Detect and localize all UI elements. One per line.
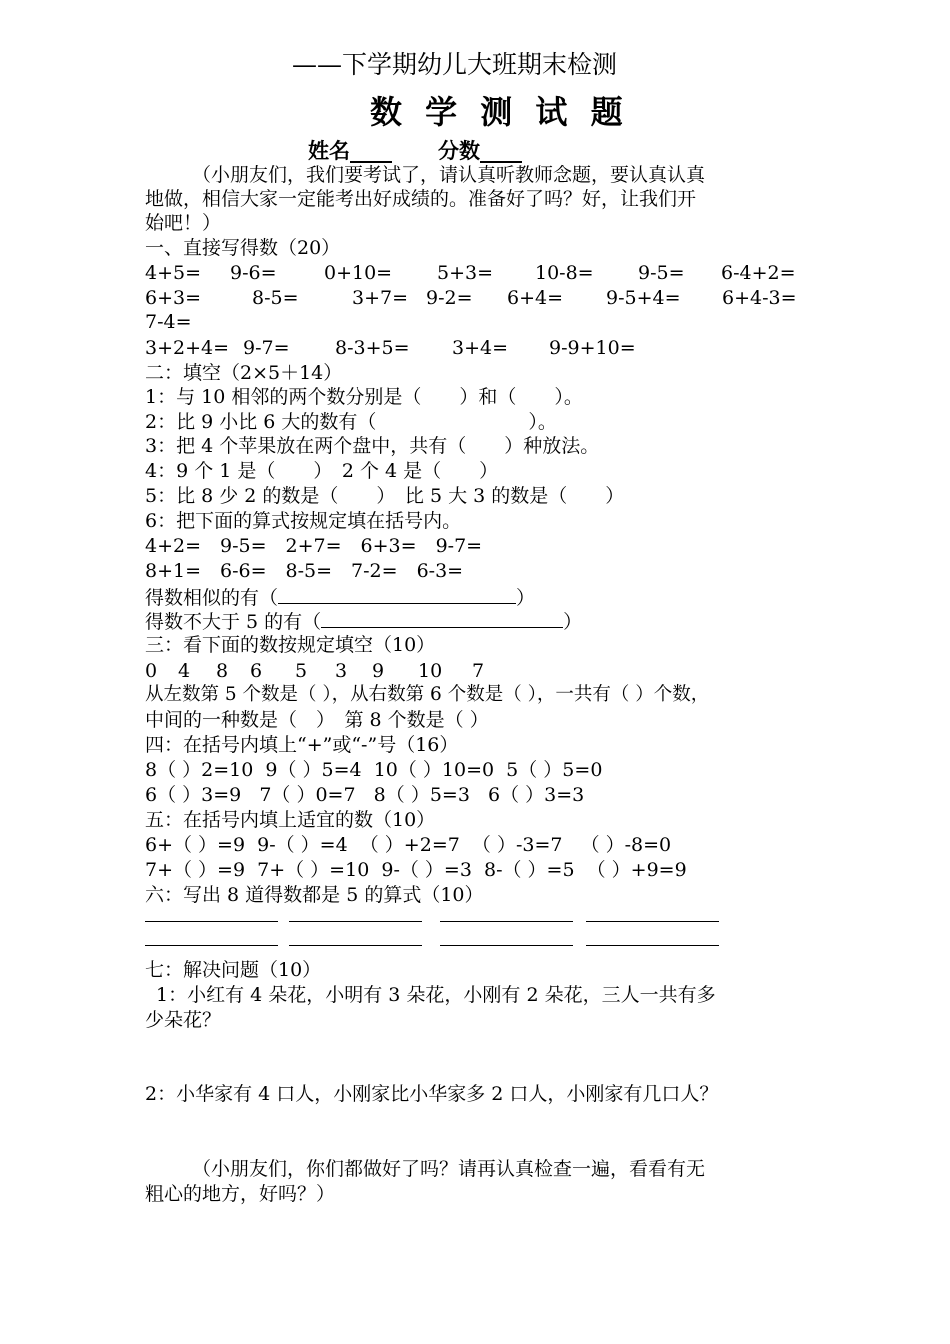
word-problem: 2：小华家有 4 口人，小刚家比小华家多 2 口人，小刚家有几口人？ bbox=[145, 1083, 719, 1105]
math-problem: 0+10= bbox=[324, 262, 393, 284]
fill-question: 6：把下面的算式按规定填在括号内。 bbox=[145, 510, 462, 532]
math-problem: 8-3+5= bbox=[335, 337, 410, 359]
math-problem: 10-8= bbox=[535, 262, 594, 284]
word-problem: 1：小红有 4 朵花，小明有 3 朵花，小刚有 2 朵花，三人一共有多 bbox=[156, 984, 716, 1006]
section-heading: 二：填空（2×5＋14） bbox=[145, 362, 343, 384]
fill-question: 1：与 10 相邻的两个数分别是（ ）和（ ）。 bbox=[145, 386, 583, 408]
section-heading: 一、直接写得数（20） bbox=[145, 237, 341, 259]
math-problem: 5+3= bbox=[437, 262, 494, 284]
sequence-number: 9 bbox=[372, 660, 385, 682]
intro-line: （小朋友们，我们要考试了，请认真听教师念题，要认真认真 bbox=[192, 164, 706, 186]
answer-line[interactable] bbox=[586, 945, 719, 946]
exam-title: 数 学 测 试 题 bbox=[370, 93, 629, 131]
answer-line[interactable] bbox=[586, 921, 719, 922]
sequence-number: 0 bbox=[145, 660, 158, 682]
math-problem: 7-4= bbox=[145, 311, 192, 333]
section-heading: 三：看下面的数按规定填空（10） bbox=[145, 634, 436, 656]
sequence-number: 5 bbox=[295, 660, 308, 682]
operator-row: 6（ ）3=9 7（ ）0=7 8（ ）5=3 6（ ）3=3 bbox=[145, 784, 585, 806]
close-paren: ） bbox=[516, 587, 536, 609]
math-problem: 9-6= bbox=[230, 262, 277, 284]
math-problem: 6-4+2= bbox=[721, 262, 796, 284]
answer-line[interactable] bbox=[440, 921, 573, 922]
answer-line[interactable] bbox=[440, 945, 573, 946]
fill-question: 3：把 4 个苹果放在两个盘中，共有（ ）种放法。 bbox=[145, 435, 600, 457]
answer-line[interactable] bbox=[289, 945, 422, 946]
sequence-number: 6 bbox=[250, 660, 263, 682]
sequence-number: 8 bbox=[216, 660, 229, 682]
fill-question: 从左数第 5 个数是（ ），从右数第 6 个数是（ ），一共有（ ）个数， bbox=[145, 684, 710, 705]
math-row: 4+2= 9-5= 2+7= 6+3= 9-7= bbox=[145, 535, 483, 557]
sequence-number: 10 bbox=[418, 660, 443, 682]
not-greater-than-5-line bbox=[145, 611, 582, 632]
intro-line: 始吧！） bbox=[145, 212, 222, 234]
math-problem: 9-2= bbox=[426, 287, 473, 309]
math-problem: 6+4-3= bbox=[722, 287, 797, 309]
answer-line[interactable] bbox=[289, 921, 422, 922]
answer-line[interactable] bbox=[145, 945, 278, 946]
number-fill-row: 7+（ ）=9 7+（ ）=10 9-（ ）=3 8-（ ）=5 （ ）+9=9 bbox=[145, 859, 687, 881]
section-heading: 四：在括号内填上“+”或“-”号（16） bbox=[145, 734, 459, 756]
exam-subtitle: ——下学期幼儿大班期末检测 bbox=[292, 50, 618, 79]
math-problem: 6+4= bbox=[507, 287, 564, 309]
intro-line: 地做，相信大家一定能考出好成绩的。准备好了吗？好，让我们开 bbox=[145, 188, 697, 210]
math-problem: 6+3= bbox=[145, 287, 202, 309]
fill-question: 5：比 8 少 2 的数是（ ） 比 5 大 3 的数是（ ） bbox=[145, 485, 625, 507]
math-problem: 3+7= bbox=[352, 287, 409, 309]
fill-question: 2：比 9 小比 6 大的数有（ ）。 bbox=[145, 411, 557, 433]
closing-note: 粗心的地方，好吗？） bbox=[145, 1183, 336, 1205]
math-row: 8+1= 6-6= 8-5= 7-2= 6-3= bbox=[145, 560, 464, 582]
answer-blank[interactable] bbox=[321, 611, 563, 628]
section-heading: 五：在括号内填上适宜的数（10） bbox=[145, 809, 436, 831]
word-problem: 少朵花？ bbox=[145, 1009, 222, 1031]
math-problem: 9-5= bbox=[638, 262, 685, 284]
math-problem: 9-5+4= bbox=[606, 287, 681, 309]
same-result-label: 得数相似的有（ bbox=[145, 587, 279, 609]
answer-blank[interactable] bbox=[278, 587, 516, 604]
fill-question: 中间的一种数是（ ） 第 8 个数是（ ） bbox=[145, 709, 489, 731]
close-paren: ） bbox=[563, 611, 583, 633]
math-problem: 9-7= bbox=[243, 337, 290, 359]
name-field[interactable]: 姓名____ bbox=[308, 138, 392, 163]
math-problem: 3+4= bbox=[452, 337, 509, 359]
answer-line[interactable] bbox=[145, 921, 278, 922]
score-field[interactable]: 分数____ bbox=[438, 138, 522, 163]
sequence-number: 4 bbox=[178, 660, 191, 682]
sequence-number: 3 bbox=[335, 660, 348, 682]
not-greater-label: 得数不大于 5 的有（ bbox=[145, 611, 322, 633]
fill-question: 4：9 个 1 是（ ） 2 个 4 是（ ） bbox=[145, 460, 499, 482]
section-heading: 七：解决问题（10） bbox=[145, 959, 322, 981]
number-fill-row: 6+（ ）=9 9-（ ）=4 （ ）+2=7 （ ）-3=7 （ ）-8=0 bbox=[145, 834, 672, 856]
math-problem: 3+2+4= bbox=[145, 337, 230, 359]
same-result-line bbox=[145, 587, 535, 608]
sequence-number: 7 bbox=[472, 660, 485, 682]
closing-note: （小朋友们，你们都做好了吗？请再认真检查一遍，看看有无 bbox=[192, 1158, 706, 1180]
math-problem: 8-5= bbox=[252, 287, 299, 309]
section-heading: 六：写出 8 道得数都是 5 的算式（10） bbox=[145, 884, 484, 906]
operator-row: 8（ ）2=10 9（ ）5=4 10（ ）10=0 5（ ）5=0 bbox=[145, 759, 603, 781]
math-problem: 9-9+10= bbox=[549, 337, 636, 359]
math-problem: 4+5= bbox=[145, 262, 202, 284]
